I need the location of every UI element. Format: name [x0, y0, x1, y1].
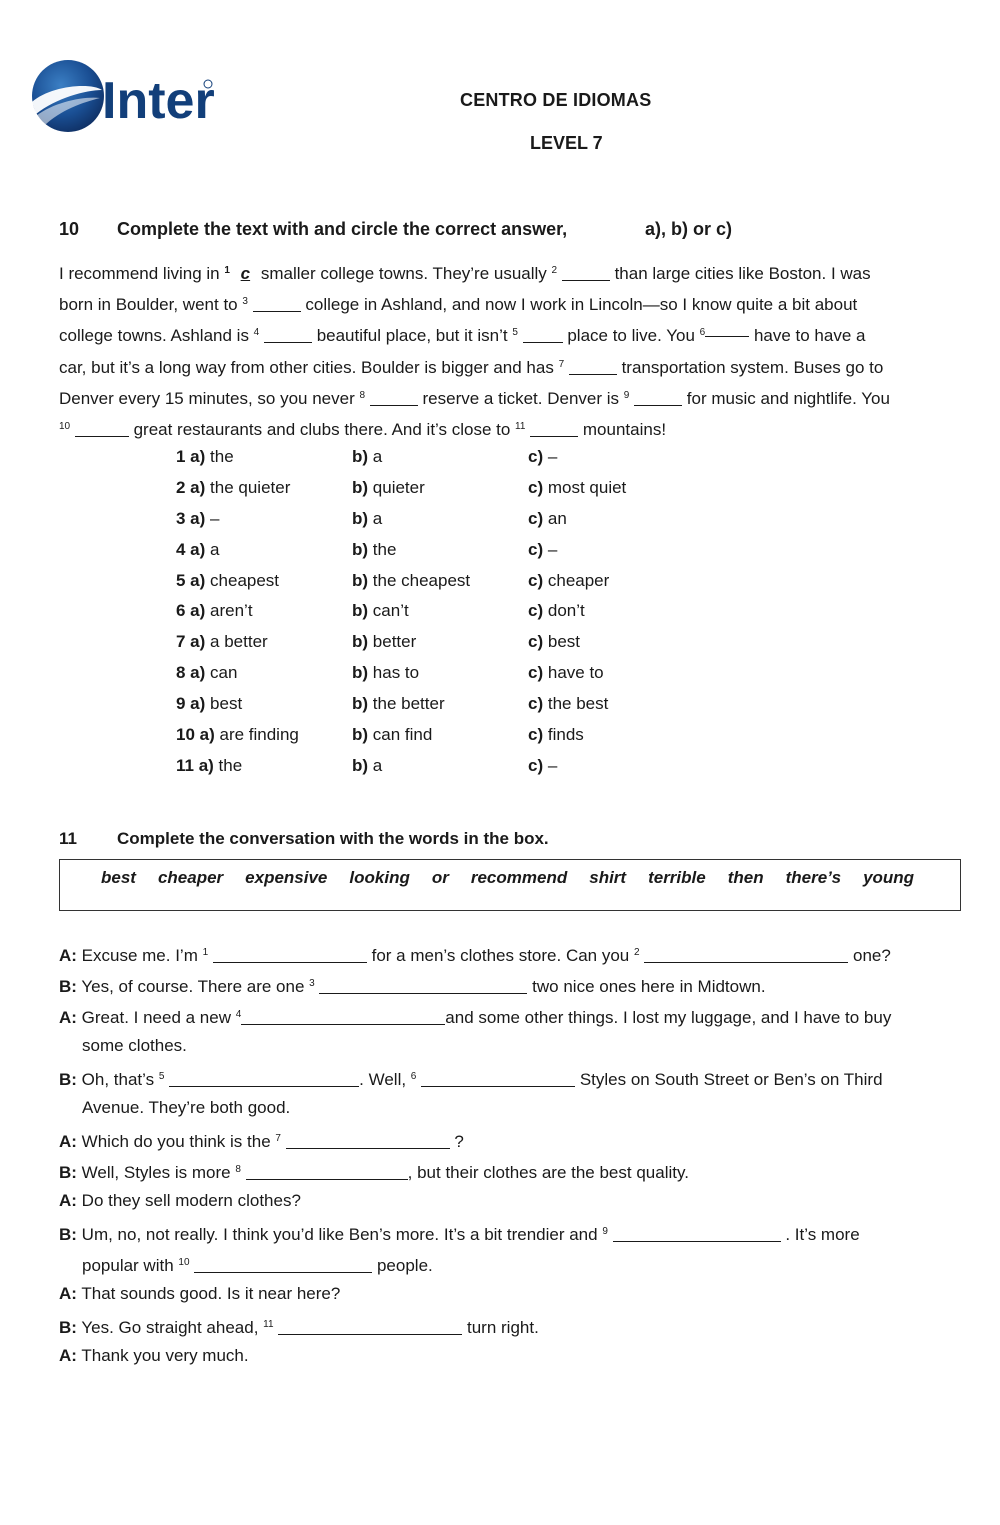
- paragraph-line: Denver every 15 minutes, so you never $^8$ reserve a ticket. Denver is $^9$ for music and nightlife. You: [59, 388, 890, 408]
- option-b[interactable]: b) the better: [352, 694, 445, 714]
- option-c[interactable]: c) –: [528, 755, 558, 775]
- dialog-line: popular with $^{10}$ people.: [82, 1256, 433, 1275]
- option-a[interactable]: 7 a) a better: [176, 632, 268, 652]
- option-a[interactable]: 10 a) are finding: [176, 725, 299, 745]
- dialog-line: A: Do they sell modern clothes?: [59, 1191, 301, 1210]
- blank-3[interactable]: [253, 296, 301, 312]
- option-c[interactable]: c) don’t: [528, 601, 585, 621]
- inter-logo: [30, 56, 220, 140]
- word-box-item: young: [863, 868, 915, 887]
- section-number: 10: [59, 219, 80, 239]
- option-a[interactable]: 2 a) the quieter: [176, 477, 291, 497]
- paragraph-line: $^{10}$ great restaurants and clubs there. And it’s close to $^{11}$ mountains!: [59, 419, 667, 439]
- blank-11[interactable]: [278, 1319, 462, 1335]
- dialog-line: A: Excuse me. I’m $^1$ for a men’s clothes store. Can you $^2$ one?: [59, 946, 891, 965]
- option-b[interactable]: b) a: [352, 508, 383, 528]
- dialog-line: some clothes.: [82, 1036, 187, 1055]
- word-list: [101, 868, 936, 888]
- option-a[interactable]: 1 a) the: [176, 447, 234, 466]
- word-box-item: or: [431, 868, 449, 887]
- option-b[interactable]: b) a: [352, 447, 383, 466]
- option-c[interactable]: c) the best: [528, 694, 609, 714]
- word-box-item: recommend: [470, 868, 568, 887]
- option-b[interactable]: b) has to: [352, 663, 420, 683]
- conversation: [59, 937, 959, 1371]
- option-a[interactable]: 6 a) aren’t: [176, 601, 253, 621]
- dialog-line: A: Thank you very much.: [59, 1346, 249, 1365]
- option-c[interactable]: c) –: [528, 447, 558, 466]
- cloze-paragraph: [59, 255, 944, 442]
- option-c[interactable]: c) best: [528, 632, 580, 652]
- section-11-heading: [59, 829, 549, 849]
- blank-9[interactable]: [613, 1226, 781, 1242]
- blank-6[interactable]: [705, 336, 749, 337]
- dialog-line: B: Yes. Go straight ahead, $^{11}$ turn right.: [59, 1318, 539, 1337]
- option-a[interactable]: 11 a) the: [176, 755, 243, 775]
- blank-9[interactable]: [634, 390, 682, 406]
- option-b[interactable]: b) a: [352, 755, 383, 775]
- blank-5[interactable]: [169, 1071, 359, 1087]
- section-instruction: Complete the text with and circle the correct answer,: [117, 219, 568, 239]
- blank-4[interactable]: [241, 1009, 445, 1025]
- option-b[interactable]: b) better: [352, 632, 417, 652]
- dialog-line: B: Oh, that’s $^5$ . Well, $^6$ Styles on South Street or Ben’s on Third: [59, 1070, 883, 1089]
- section-number: 11: [59, 829, 77, 848]
- blank-2[interactable]: [562, 265, 610, 281]
- dialog-line: B: Um, no, not really. I think you’d like Ben’s more. It’s a bit trendier and $^9$ . It’s more: [59, 1225, 860, 1244]
- option-c[interactable]: c) have to: [528, 663, 604, 683]
- word-box-item: shirt: [589, 868, 627, 887]
- page-title: CENTRO DE IDIOMAS: [460, 90, 652, 110]
- word-box-item: then: [727, 868, 764, 887]
- word-box-item: terrible: [648, 868, 706, 887]
- option-c[interactable]: c) finds: [528, 725, 584, 745]
- blank-7[interactable]: [569, 359, 617, 375]
- word-box-item: cheaper: [157, 868, 224, 887]
- word-box: [59, 859, 961, 911]
- dialog-line: B: Well, Styles is more $^8$ , but their clothes are the best quality.: [59, 1163, 689, 1182]
- option-b[interactable]: b) can’t: [352, 601, 409, 621]
- choices-hint: a), b) or c): [645, 219, 733, 239]
- blank-8[interactable]: [370, 390, 418, 406]
- paragraph-line: I recommend living in $^1$ c smaller college towns. They’re usually $^2$ than large cities like Boston. I was: [59, 264, 871, 283]
- blank-10[interactable]: [194, 1257, 372, 1273]
- option-a[interactable]: 8 a) can: [176, 663, 238, 683]
- blank-5[interactable]: [523, 327, 563, 343]
- option-b[interactable]: b) the cheapest: [352, 570, 471, 590]
- blank-7[interactable]: [286, 1133, 450, 1149]
- option-a[interactable]: 5 a) cheapest: [176, 570, 280, 590]
- blank-8[interactable]: [246, 1164, 408, 1180]
- dialog-line: Avenue. They’re both good.: [82, 1098, 291, 1117]
- option-c[interactable]: c) cheaper: [528, 570, 610, 590]
- blank-6[interactable]: [421, 1071, 575, 1087]
- option-c[interactable]: c) an: [528, 508, 567, 528]
- logo-text: Inter: [102, 72, 215, 130]
- option-a[interactable]: 9 a) best: [176, 694, 243, 714]
- option-a[interactable]: 3 a) –: [176, 508, 220, 528]
- option-b[interactable]: b) quieter: [352, 477, 425, 497]
- blank-1[interactable]: [213, 947, 367, 963]
- sample-answer: c: [240, 264, 251, 283]
- blank-10[interactable]: [75, 421, 129, 437]
- option-a[interactable]: 4 a) a: [176, 539, 220, 559]
- word-box-item: best: [101, 868, 136, 887]
- dialog-line: B: Yes, of course. There are one $^3$ two nice ones here in Midtown.: [59, 977, 766, 996]
- option-b[interactable]: b) the: [352, 539, 397, 559]
- option-c[interactable]: c) –: [528, 539, 558, 559]
- blank-4[interactable]: [264, 327, 312, 343]
- word-box-item: there’s: [785, 868, 842, 887]
- level-label: LEVEL 7: [530, 133, 603, 153]
- dialog-line: A: Which do you think is the $^7$ ?: [59, 1132, 464, 1151]
- section-instruction: Complete the conversation with the words in the box.: [117, 829, 549, 848]
- blank-11[interactable]: [530, 421, 578, 437]
- paragraph-line: born in Boulder, went to $^3$ college in Ashland, and now I work in Lincoln—so I know quite a bit about: [59, 295, 858, 315]
- dialog-line: A: That sounds good. Is it near here?: [59, 1284, 341, 1303]
- option-b[interactable]: b) can find: [352, 725, 433, 745]
- section-10-heading: [59, 219, 733, 240]
- option-c[interactable]: c) most quiet: [528, 477, 627, 497]
- word-box-item: expensive: [245, 868, 328, 887]
- paragraph-line: college towns. Ashland is $^4$ beautiful place, but it isn’t $^5$ place to live. You $^6$ have to have a: [59, 326, 866, 346]
- word-box-item: looking: [349, 868, 410, 887]
- blank-2[interactable]: [644, 947, 848, 963]
- blank-3[interactable]: [319, 978, 527, 994]
- dialog-line: A: Great. I need a new $^4$ and some other things. I lost my luggage, and I have to buy: [59, 1008, 892, 1027]
- paragraph-line: car, but it’s a long way from other cities. Boulder is bigger and has $^7$ transportation system. Buses go to: [59, 357, 884, 377]
